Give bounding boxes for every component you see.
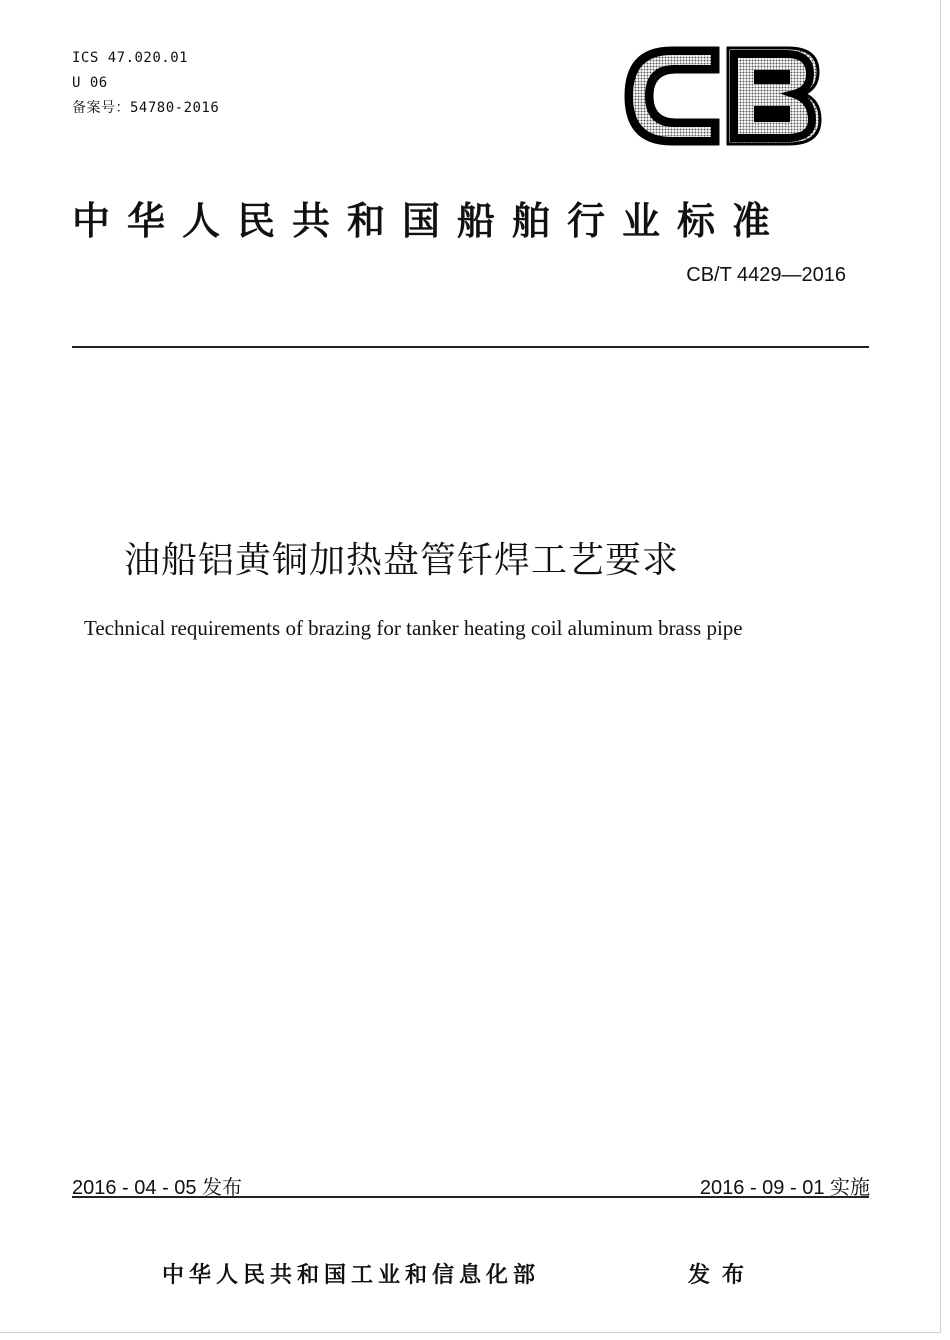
document-meta — [72, 46, 219, 121]
filing-number: 备案号：54780-2016 — [72, 100, 220, 116]
issue-date: 2016 - 04 - 05 发布 — [72, 1177, 243, 1199]
top-divider — [72, 346, 869, 348]
standard-number: CB/T 4429—2016 — [686, 264, 846, 286]
implementation-date: 2016 - 09 - 01 实施 — [699, 1177, 870, 1199]
publish-label: 发布 — [688, 1263, 757, 1288]
classification-code: U 06 — [72, 75, 108, 91]
standard-category-title: 中华人民共和国船舶行业标准 — [72, 199, 788, 243]
bottom-divider — [72, 1196, 869, 1198]
document-title-english: Technical requirements of brazing for tanker heating coil aluminum brass pipe — [84, 616, 743, 640]
ics-code: ICS 47.020.01 — [72, 50, 189, 66]
publisher-name: 中华人民共和国工业和信息化部 — [162, 1263, 541, 1288]
logo-text: CB — [622, 44, 624, 45]
document-title-chinese: 油船铝黄铜加热盘管钎焊工艺要求 — [124, 540, 680, 581]
cb-logo — [622, 44, 824, 148]
